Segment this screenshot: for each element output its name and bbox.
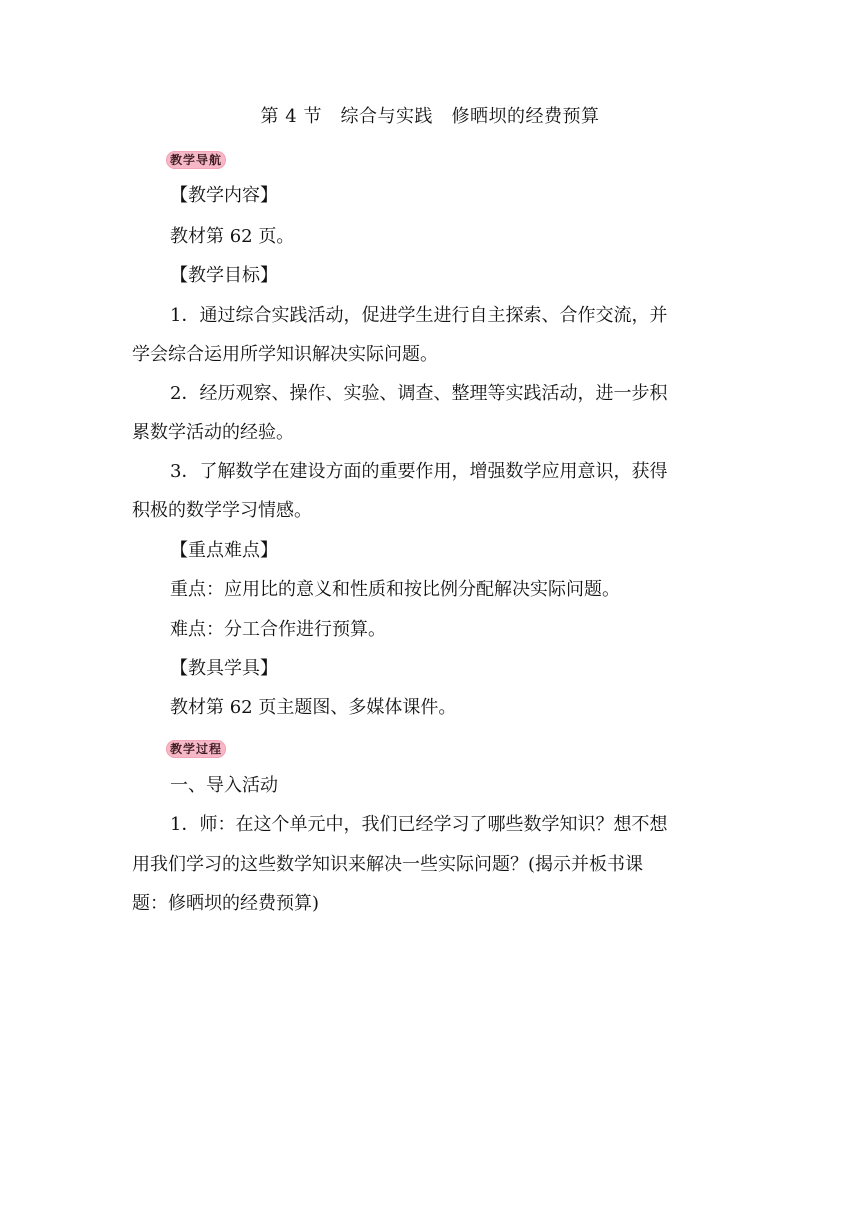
activity-1-line-2: 用我们学习的这些数学知识来解决一些实际问题？(揭示并板书课 <box>132 854 644 875</box>
activity-1-line-3: 题：修晒坝的经费预算) <box>132 893 320 914</box>
objective-1-line-2: 学会综合运用所学知识解决实际问题。 <box>132 344 438 365</box>
activity-heading: 一、导入活动 <box>170 775 278 796</box>
objective-3-line-1: 3．了解数学在建设方面的重要作用，增强数学应用意识，获得 <box>170 461 668 482</box>
tools-text: 教材第 62 页主题图、多媒体课件。 <box>170 697 457 718</box>
teaching-guide-badge: 教学导航 <box>166 151 226 169</box>
objective-1-line-1: 1．通过综合实践活动，促进学生进行自主探索、合作交流，并 <box>170 305 668 326</box>
objective-2-line-1: 2．经历观察、操作、实验、调查、整理等实践活动，进一步积 <box>170 383 668 404</box>
difficult-point: 难点：分工合作进行预算。 <box>170 619 386 640</box>
tools-heading: 【教具学具】 <box>170 658 278 679</box>
activity-1-line-1: 1．师：在这个单元中，我们已经学习了哪些数学知识？想不想 <box>170 814 668 835</box>
content-heading: 【教学内容】 <box>170 185 278 206</box>
objectives-heading: 【教学目标】 <box>170 265 278 286</box>
teaching-process-badge: 教学过程 <box>166 740 226 758</box>
objective-3-line-2: 积极的数学学习情感。 <box>132 500 312 521</box>
objective-2-line-2: 累数学活动的经验。 <box>132 422 294 443</box>
key-point: 重点：应用比的意义和性质和按比例分配解决实际问题。 <box>170 579 620 600</box>
content-text: 教材第 62 页。 <box>170 226 295 247</box>
page-title: 第 4 节 综合与实践 修晒坝的经费预算 <box>260 106 600 127</box>
keypoints-heading: 【重点难点】 <box>170 540 278 561</box>
